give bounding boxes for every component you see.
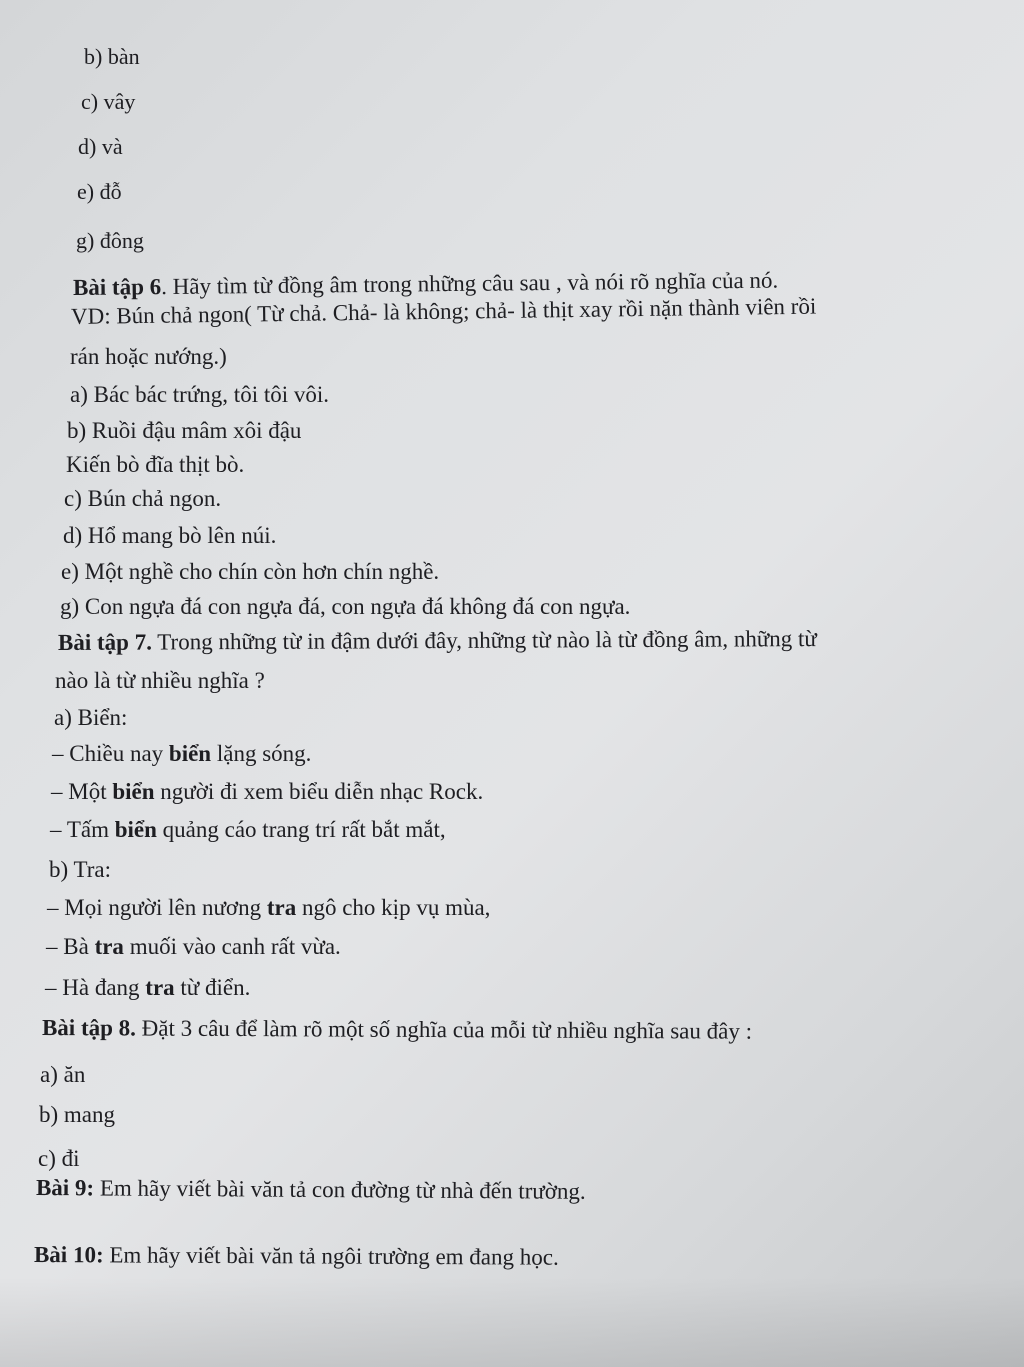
ex7-a1 (52, 742, 311, 765)
ex7-b1 (47, 896, 490, 919)
ex6-item-c: c) Bún chả ngon. (64, 486, 222, 511)
ex6-item-d: d) Hổ mang bò lên núi. (63, 523, 277, 548)
ex7-b2-bold: tra (94, 934, 124, 959)
ex10-text: Em hãy viết bài văn tả ngôi trường em đang học. (103, 1242, 559, 1270)
ex6-instruction: . Hãy tìm từ đồng âm trong những câu sau , và nói rõ nghĩa của nó. (161, 267, 779, 300)
ex7-a1-bold: biển (168, 741, 212, 766)
ex7-b2-pre: – Bà (46, 934, 95, 959)
ex7-heading (58, 627, 817, 654)
ex7-a1-post: lặng sóng. (211, 741, 312, 766)
ex7-a2-post: người đi xem biểu diễn nhạc Rock. (154, 779, 484, 804)
ex6-item-g: g) Con ngựa đá con ngựa đá, con ngựa đá không đá con ngựa. (60, 594, 631, 619)
ex7-b3-pre: – Hà đang (45, 975, 146, 1000)
ex5-item-b: b) bàn (84, 44, 140, 69)
ex7-b3 (45, 976, 250, 999)
photo-shadow (0, 1277, 1024, 1367)
ex6-example-line-1: VD: Bún chả ngon( Từ chả. Chả- là không; chả- là thịt xay rồi nặn thành viên rồi (70, 293, 817, 329)
ex9-text: Em hãy viết bài văn tả con đường từ nhà đến trường. (94, 1175, 586, 1204)
ex8-item-c: c) đi (38, 1146, 80, 1171)
ex7-b3-bold: tra (145, 975, 175, 1000)
ex7-a3-post: quảng cáo trang trí rất bắt mắt, (156, 817, 446, 842)
ex7-b3-post: từ điển. (174, 975, 251, 1000)
ex8-heading (42, 1016, 752, 1043)
ex5-item-e: e) đỗ (77, 179, 122, 204)
ex5-item-c: c) vây (81, 89, 136, 114)
ex8-item-b: b) mang (39, 1102, 116, 1127)
ex7-group-a: a) Biển: (54, 705, 128, 730)
ex9-title: Bài 9: (35, 1175, 95, 1201)
ex7-title: Bài tập 7. (57, 629, 153, 655)
ex5-item-d: d) và (78, 134, 123, 159)
ex7-group-b: b) Tra: (49, 857, 111, 882)
ex7-a2-pre: – Một (51, 779, 113, 804)
ex6-heading (73, 269, 778, 299)
ex6-item-b-cont: Kiến bò đĩa thịt bò. (66, 452, 245, 477)
ex6-example-line-2: rán hoặc nướng.) (70, 344, 227, 369)
ex7-a2 (51, 780, 483, 803)
ex7-b1-post: ngô cho kịp vụ mùa, (296, 895, 491, 920)
ex7-a1-pre: – Chiều nay (52, 741, 169, 766)
ex8-instruction: Đặt 3 câu để làm rõ một số nghĩa của mỗi từ nhiều nghĩa sau đây : (135, 1015, 753, 1044)
ex10-title: Bài 10: (33, 1242, 104, 1268)
ex7-b1-bold: tra (266, 895, 297, 920)
ex6-item-e: e) Một nghề cho chín còn hơn chín nghề. (61, 559, 440, 584)
ex6-item-a: a) Bác bác trứng, tôi tôi vôi. (70, 382, 330, 407)
ex6-title: Bài tập 6 (72, 274, 162, 300)
ex7-a3-bold: biển (114, 817, 157, 842)
ex7-instruction-1: Trong những từ in đậm dưới đây, những từ nào là từ đồng âm, những từ (151, 626, 817, 655)
ex7-b2 (46, 935, 341, 958)
ex10-line (34, 1243, 559, 1269)
ex5-item-g: g) đông (76, 228, 144, 253)
ex7-b2-post: muối vào canh rất vừa. (123, 934, 341, 959)
ex7-a3-pre: – Tấm (50, 817, 115, 842)
ex7-a2-bold: biển (112, 779, 155, 804)
ex8-title: Bài tập 8. (41, 1015, 137, 1041)
ex6-item-b: b) Ruồi đậu mâm xôi đậu (67, 418, 302, 443)
ex8-item-a: a) ăn (40, 1062, 86, 1087)
ex7-b1-pre: – Mọi người lên nương (47, 895, 267, 920)
ex7-instruction-2: nào là từ nhiều nghĩa ? (55, 668, 265, 693)
ex9-line (36, 1176, 586, 1203)
ex7-a3 (50, 818, 446, 841)
